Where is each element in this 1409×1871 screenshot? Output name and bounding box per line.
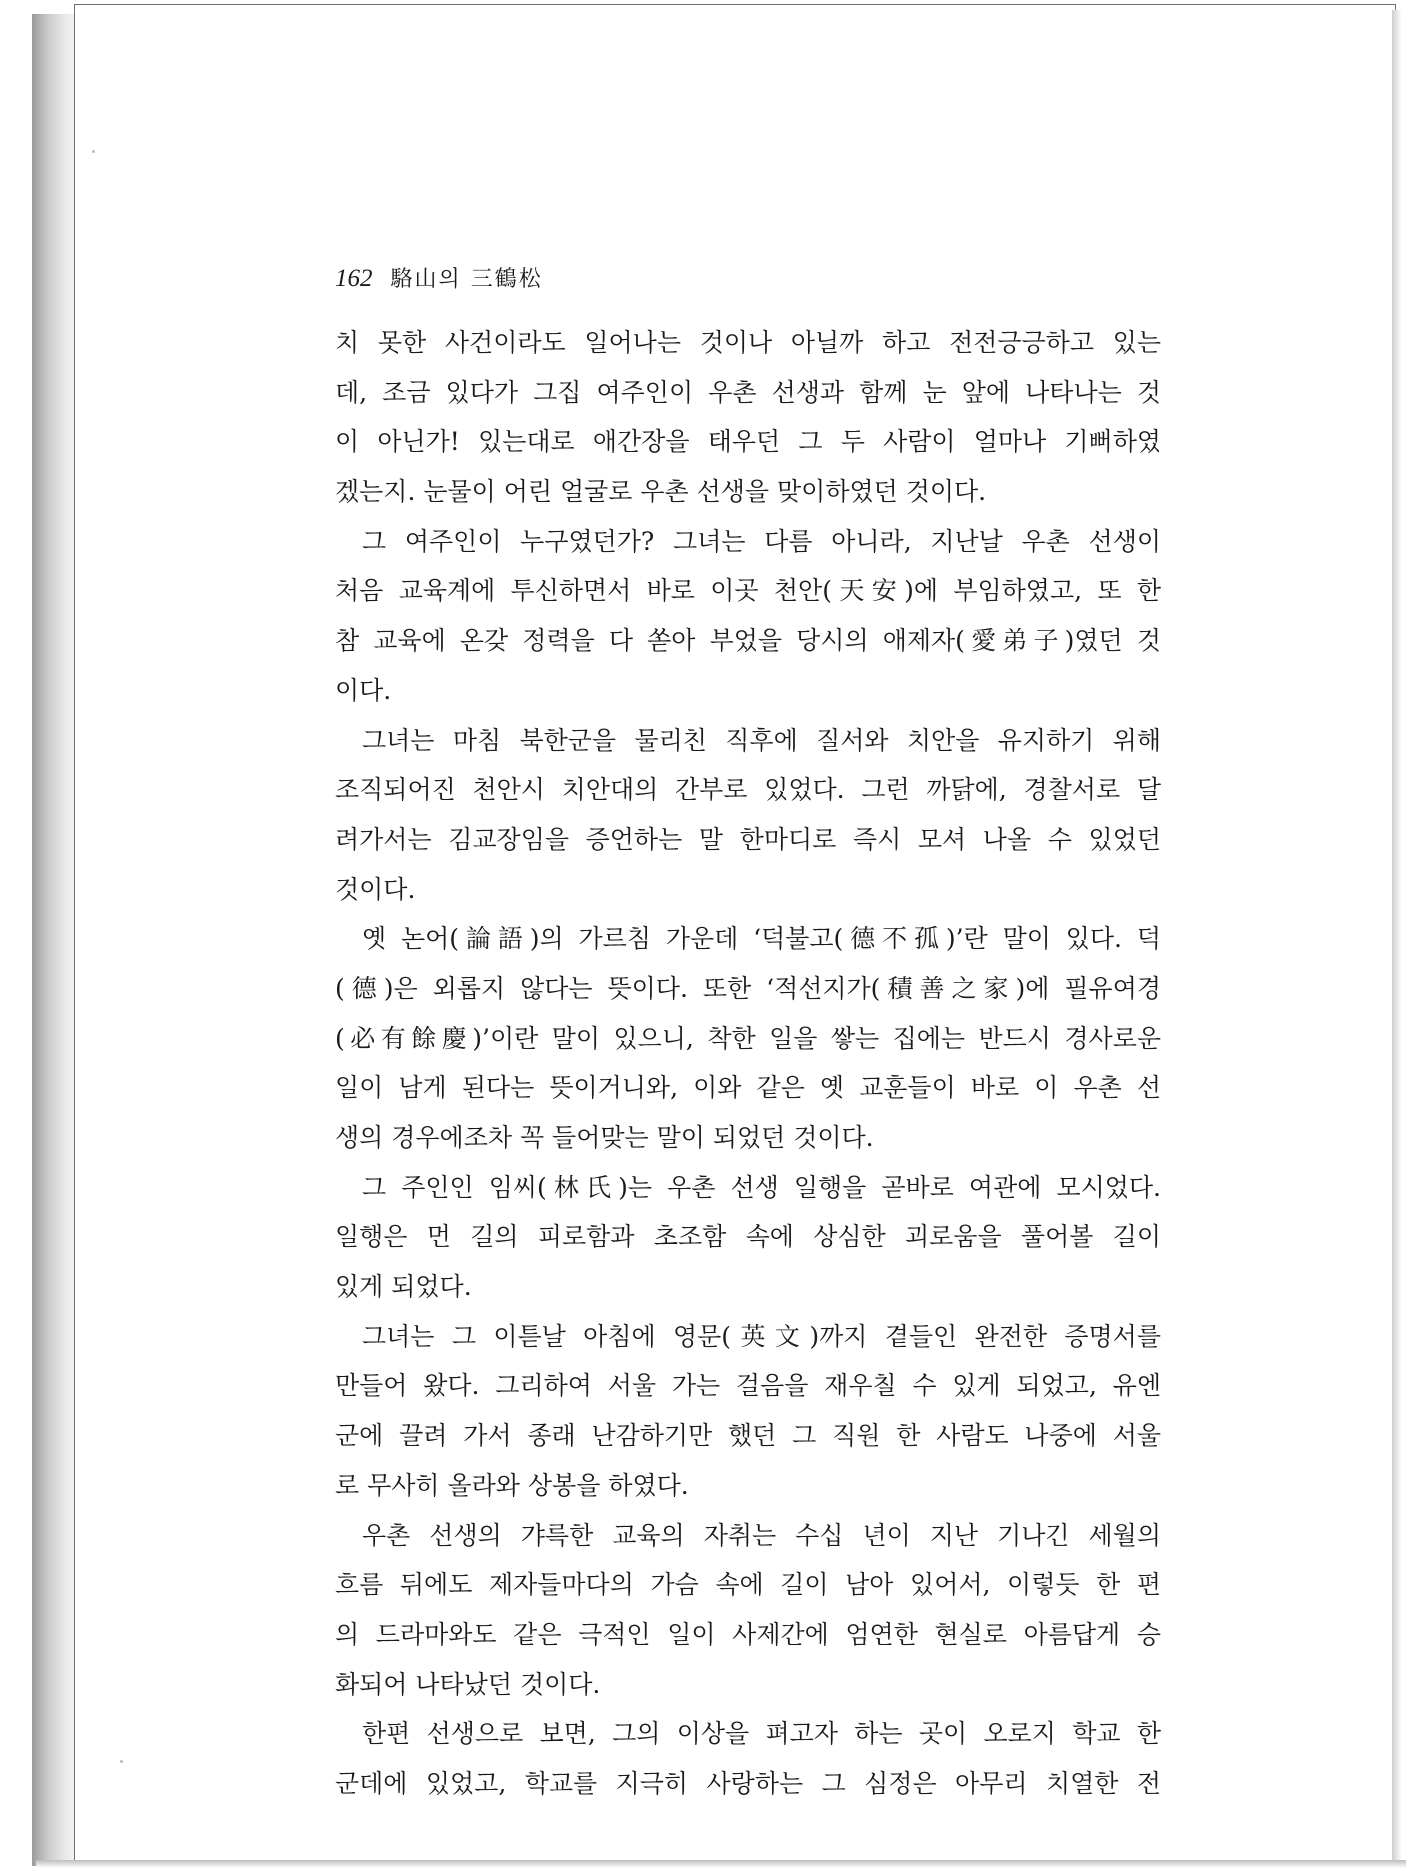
text-line: 그 여주인이 누구였던가? 그녀는 다름 아니라, 지난날 우촌 선생이 xyxy=(362,526,1161,556)
text-line: 우촌 선생의 갸륵한 교육의 자취는 수십 년이 지난 기나긴 세월의 xyxy=(362,1520,1161,1550)
book-bottom-shadow xyxy=(36,1860,1406,1868)
text-line: (德)은 외롭지 않다는 뜻이다. 또한 ‘적선지가(積善之家)에 필유여경 xyxy=(335,973,1161,1003)
text-line: 이 아닌가! 있는대로 애간장을 태우던 그 두 사람이 얼마나 기뻐하였 xyxy=(335,427,1161,457)
book-edge xyxy=(32,14,77,1866)
text-line: 로 무사히 올라와 상봉을 하였다. xyxy=(335,1470,689,1500)
scan-speck xyxy=(92,150,95,153)
text-line: 그녀는 그 이튿날 아침에 영문(英文)까지 곁들인 완전한 증명서를 xyxy=(362,1321,1161,1351)
text-line: 그녀는 마침 북한군을 물리친 직후에 질서와 치안을 유지하기 위해 xyxy=(362,725,1161,755)
text-line: 일행은 먼 길의 피로함과 초조함 속에 상심한 괴로움을 풀어볼 길이 xyxy=(335,1222,1161,1252)
page-number: 162 xyxy=(335,265,373,292)
body-text xyxy=(335,318,1161,1809)
text-line: 그 주인인 임씨(林氏)는 우촌 선생 일행을 곧바로 여관에 모시었다. xyxy=(362,1172,1161,1202)
text-line: 군데에 있었고, 학교를 지극히 사랑하는 그 심정은 아무리 치열한 전 xyxy=(335,1768,1161,1798)
text-line: 흐름 뒤에도 제자들마다의 가슴 속에 길이 남아 있어서, 이렇듯 한 편 xyxy=(335,1570,1161,1600)
text-line: 이다. xyxy=(335,675,392,705)
text-line: 치 못한 사건이라도 일어나는 것이나 아닐까 하고 전전긍긍하고 있는 xyxy=(335,328,1161,357)
text-line: 옛 논어(論語)의 가르침 가운데 ‘덕불고(德不孤)’란 말이 있다. 덕 xyxy=(362,924,1161,954)
text-line: 화되어 나타났던 것이다. xyxy=(335,1669,601,1699)
running-title: 駱山의 三鶴松 xyxy=(390,267,543,292)
text-line: 일이 남게 된다는 뜻이거니와, 이와 같은 옛 교훈들이 바로 이 우촌 선 xyxy=(335,1073,1161,1103)
text-line: 만들어 왔다. 그리하여 서울 가는 걸음을 재우칠 수 있게 되었고, 유엔 xyxy=(335,1371,1161,1401)
page-shadow xyxy=(1392,10,1402,1866)
scan-speck xyxy=(120,1760,123,1763)
text-line: 참 교육에 온갖 정력을 다 쏟아 부었을 당시의 애제자(愛弟子)였던 것 xyxy=(335,626,1161,656)
page-header xyxy=(335,262,543,302)
text-line: (必有餘慶)’이란 말이 있으니, 착한 일을 쌓는 집에는 반드시 경사로운 xyxy=(335,1023,1161,1053)
text-line: 조직되어진 천안시 치안대의 간부로 있었다. 그런 까닭에, 경찰서로 달 xyxy=(335,775,1161,805)
text-line: 데, 조금 있다가 그집 여주인이 우촌 선생과 함께 눈 앞에 나타나는 것 xyxy=(335,377,1161,407)
text-line: 있게 되었다. xyxy=(335,1272,472,1302)
text-line: 것이다. xyxy=(335,874,416,904)
text-line: 의 드라마와도 같은 극적인 일이 사제간에 엄연한 현실로 아름답게 승 xyxy=(335,1619,1161,1649)
text-line: 겠는지. 눈물이 어린 얼굴로 우촌 선생을 맞이하였던 것이다. xyxy=(335,477,987,507)
text-line: 한편 선생으로 보면, 그의 이상을 펴고자 하는 곳이 오로지 학교 한 xyxy=(362,1719,1161,1749)
text-line: 려가서는 김교장임을 증언하는 말 한마디로 즉시 모셔 나올 수 있었던 xyxy=(335,824,1161,854)
text-line: 처음 교육계에 투신하면서 바로 이곳 천안(天安)에 부임하였고, 또 한 xyxy=(335,576,1161,606)
text-line: 군에 끌려 가서 종래 난감하기만 했던 그 직원 한 사람도 나중에 서울 xyxy=(335,1421,1161,1451)
text-line: 생의 경우에조차 꼭 들어맞는 말이 되었던 것이다. xyxy=(335,1123,874,1152)
